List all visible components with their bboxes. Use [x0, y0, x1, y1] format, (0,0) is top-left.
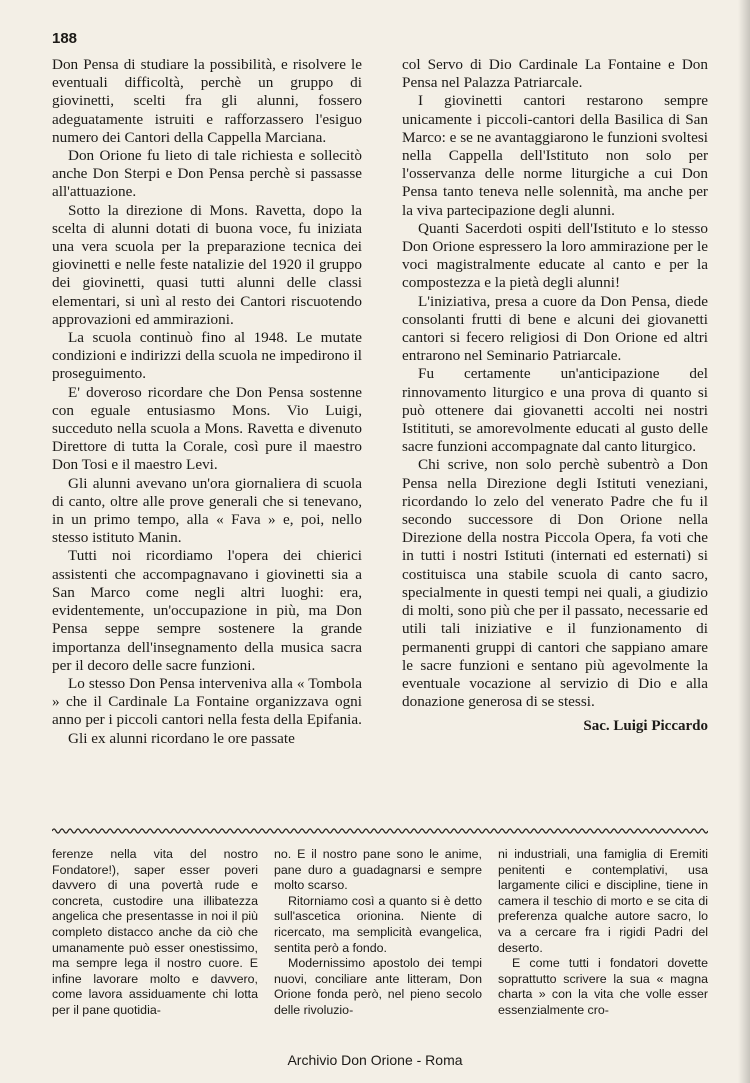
wavy-divider	[52, 826, 708, 836]
page-edge-shadow	[738, 0, 750, 1083]
paragraph: Fu certamente un'anticipazione del rinnovamento liturgico e una prova di quanto si può ottenere dai giovanetti accolti nei nostri Istitituti, se amorevolmente educati al gusto delle sacre funzioni accompagnate dal canto liturgico.	[402, 365, 708, 456]
paragraph: Lo stesso Don Pensa interveniva alla « Tombola » che il Cardinale La Fontaine organizzava ogni anno per i piccoli cantori nella festa della Epifania.	[52, 674, 362, 729]
paragraph: col Servo di Dio Cardinale La Fontaine e Don Pensa nel Palazza Patriarcale.	[402, 56, 708, 92]
paragraph: Sotto la direzione di Mons. Ravetta, dopo la scelta di alunni dotati di buona voce, fu iniziata una vera scuola per la preparazione tecnica dei giovinetti e nelle feste natalizie del 1920 il gruppo dei giovinetti, quasi tutti alunni delle classi elementari, si unì al resto dei Cantori riscuotendo approvazioni ed ammirazioni.	[52, 201, 362, 328]
lower-column-1	[52, 847, 258, 1019]
paragraph: E come tutti i fondatori dovette soprattutto scrivere la sua « magna charta » con la vita che volle esser essenzialmente cro-	[498, 956, 708, 1017]
lower-column-3	[498, 847, 708, 1019]
archive-footer: Archivio Don Orione - Roma	[287, 1052, 463, 1068]
page-number: 188	[52, 30, 78, 47]
paragraph: L'iniziativa, presa a cuore da Don Pensa, diede consolanti frutti di bene e alcuni dei giovanetti cantori si fecero religiosi di Don Orione ed altri entrarono nel Seminario Patriarcale.	[402, 292, 708, 365]
paragraph: ni industriali, una famiglia di Eremiti penitenti e contemplativi, usa largamente cilici e discipline, tiene in camera il teschio di morto e se cita di preferenza qualche autore sacro, lo va a cercare fra i rigidi Padri del deserto.	[498, 847, 708, 955]
paragraph: Chi scrive, non solo perchè subentrò a Don Pensa nella Direzione degli Istituti veneziani, ricordando lo zelo del venerato Padre che fu il secondo successore di Don Orione nella Direzione della nostra Piccola Opera, fa voti che in tutti i nostri Istituti (internati ed esternati) si costituisca una stabile scuola di canto sacro, specialmente in questi tempi nei quali, a giudizio di molti, sono più che per il passato, necessarie ed utili tali iniziative e il funzionamento di permanenti gruppi di cantori che sappiano amare le sacre funzioni e sentano più agevolmente la eventuale vocazione al servizio di Dio e alla donazione generosa di se stessi.	[402, 456, 708, 711]
paragraph: Gli ex alunni ricordano le ore passate	[68, 729, 295, 747]
paragraph: Quanti Sacerdoti ospiti dell'Istituto e lo stesso Don Orione espressero la loro ammirazione per le voci magistralmente educate al canto e per la compostezza e la pietà degli alunni!	[402, 219, 708, 292]
paragraph: E' doveroso ricordare che Don Pensa sostenne con eguale entusiasmo Mons. Vio Luigi, succeduto nella scuola a Mons. Ravetta e divenuto Direttore di tutta la Corale, così pure il maestro Don Tosi e il maestro Levi.	[52, 383, 362, 474]
paragraph: La scuola continuò fino al 1948. Le mutate condizioni e indirizzi della scuola ne impedirono il proseguimento.	[52, 329, 362, 383]
paragraph: no. E il nostro pane sono le anime, pane duro a guadagnarsi e sempre molto scarso.	[274, 847, 482, 893]
paragraph: Don Pensa di studiare la possibilità, e risolvere le eventuali difficoltà, perchè un gruppo di giovinetti, scelti fra gli alunni, fossero adeguatamente istruiti e rafforzassero l'esiguo numero dei Cantori della Cappella Marciana.	[52, 56, 362, 146]
paragraph: Ritorniamo così a quanto si è detto sull'ascetica orionina. Niente di ricercato, ma semplicità evangelica, sentita però a fondo.	[274, 893, 482, 955]
paragraph: Tutti noi ricordiamo l'opera dei chierici assistenti che accompagnavano i giovinetti sia a San Marco come negli altri luoghi: era, evidentemente, un'occupazione in più, ma Don Pensa seppe sempre sostenere la grande importanza dell'insegnamento della musica sacra per il decoro delle sacre funzioni.	[52, 547, 362, 674]
article-column-1	[52, 56, 362, 748]
article-column-2	[402, 56, 708, 736]
lower-column-2	[274, 847, 482, 1019]
author-signature: Sac. Luigi Piccardo	[583, 718, 708, 735]
paragraph: Don Orione fu lieto di tale richiesta e sollecitò anche Don Sterpi e Don Pensa perchè si passasse all'attuazione.	[52, 147, 362, 201]
paragraph: Modernissimo apostolo dei tempi nuovi, conciliare ante litteram, Don Orione fonda però, nel pieno secolo delle rivoluzio-	[274, 956, 482, 1017]
paragraph: I giovinetti cantori restarono sempre unicamente i piccoli-cantori della Basilica di San Marco: e se ne avantaggiarono le funzioni svoltesi nella Cappella dell'Istituto non solo per l'osservanza delle norme liturgiche a cui Don Pensa tanto teneva nelle solennità, ma anche per la viva partecipazione degli alunni.	[402, 92, 708, 219]
paragraph: ferenze nella vita del nostro Fondatore!), saper esser poveri davvero di una povertà rude e concreta, custodire una illibatezza angelica che presentasse in noi il più completo distacco anche da ciò che umanamente può esser onestissimo, ma sempre lega il nostro cuore. E infine lavorare molto e davvero, come lavora assiduamente chi lotta per il pane quotidia-	[52, 847, 258, 1017]
paragraph: Gli alunni avevano un'ora giornaliera di scuola di canto, oltre alle prove generali che si tenevano, in un primo tempo, alla « Fava » e, poi, nello stesso istituto Manin.	[52, 474, 362, 547]
